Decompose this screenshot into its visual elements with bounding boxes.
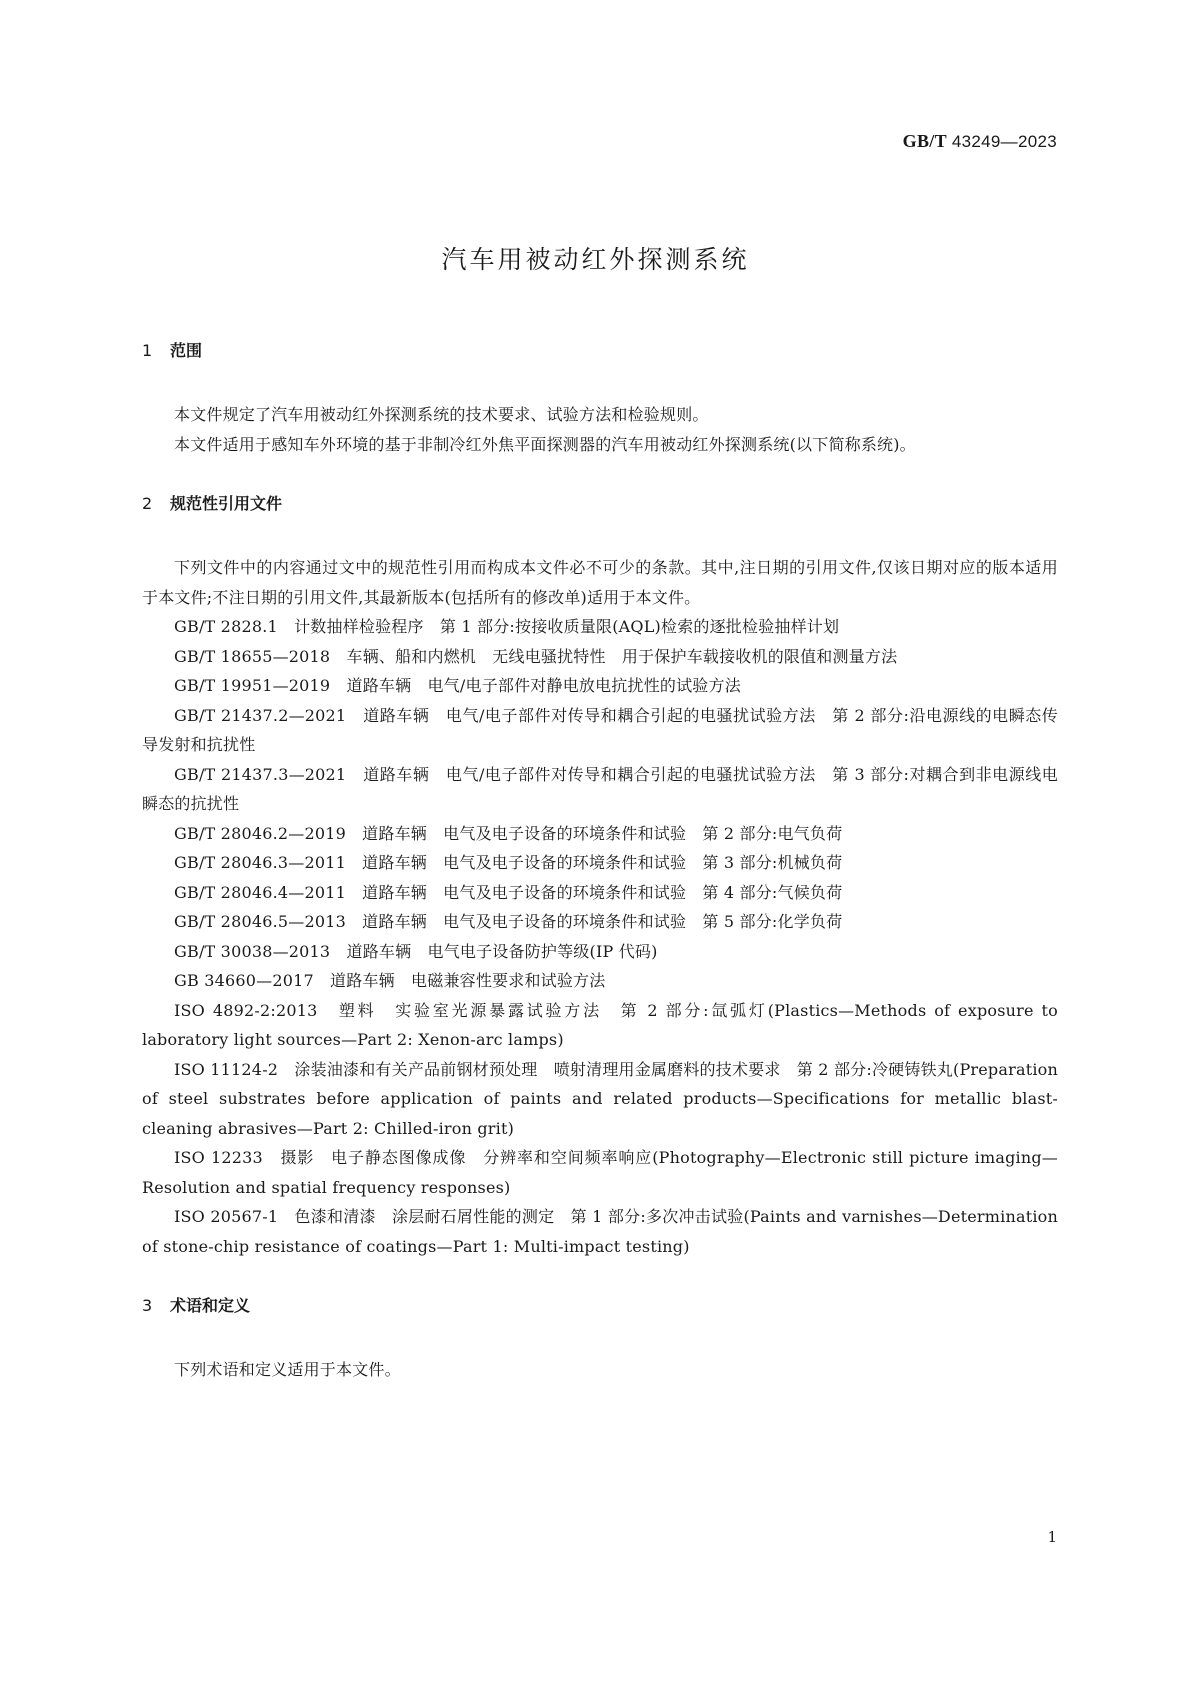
reference-item: ISO 12233 摄影 电子静态图像成像 分辨率和空间频率响应(Photography—Electronic still picture imaging—Resolution and spatial frequency responses) <box>142 1148 1058 1197</box>
standard-number: 43249—2023 <box>951 132 1057 151</box>
section-title: 术语和定义 <box>170 1296 251 1315</box>
section-title: 规范性引用文件 <box>170 494 283 513</box>
paragraph: 本文件规定了汽车用被动红外探测系统的技术要求、试验方法和检验规则。 <box>174 405 709 424</box>
section-heading-scope <box>142 340 1058 362</box>
paragraph: 本文件适用于感知车外环境的基于非制冷红外焦平面探测器的汽车用被动红外探测系统(以下简称系统)。 <box>174 434 916 454</box>
reference-item: ISO 11124-2 涂装油漆和有关产品前钢材预处理 喷射清理用金属磨料的技术要求 第 2 部分:冷硬铸铁丸(Preparation of steel substrates before application of paints and related products—Specifications for metallic blast-cleaning abrasives—Part 2: Chilled-iron grit) <box>142 1059 1058 1138</box>
reference-item: ISO 4892-2:2013 塑料 实验室光源暴露试验方法 第 2 部分:氙弧灯(Plastics—Methods of exposure to laboratory light sources—Part 2: Xenon-arc lamps) <box>142 1000 1058 1049</box>
reference-item: GB/T 18655—2018 车辆、船和内燃机 无线电骚扰特性 用于保护车载接收机的限值和测量方法 <box>174 646 898 666</box>
section-heading-terms-definitions <box>142 1295 1058 1317</box>
reference-item: GB/T 28046.2—2019 道路车辆 电气及电子设备的环境条件和试验 第 2 部分:电气负荷 <box>174 823 843 843</box>
section-number: 2 <box>142 494 153 513</box>
reference-item: ISO 20567-1 色漆和清漆 涂层耐石屑性能的测定 第 1 部分:多次冲击试验(Paints and varnishes—Determination of stone-chip resistance of coatings—Part 1: Multi-impact testing) <box>142 1207 1058 1256</box>
section-title: 范围 <box>170 341 203 360</box>
reference-item: GB 34660—2017 道路车辆 电磁兼容性要求和试验方法 <box>174 971 606 990</box>
page-number: 1 <box>1047 1528 1057 1546</box>
reference-item: GB/T 28046.5—2013 道路车辆 电气及电子设备的环境条件和试验 第 5 部分:化学负荷 <box>174 912 843 931</box>
reference-item: GB/T 19951—2019 道路车辆 电气/电子部件对静电放电抗扰性的试验方法 <box>174 676 741 695</box>
reference-item: GB/T 30038—2013 道路车辆 电气电子设备防护等级(IP 代码) <box>174 941 658 961</box>
standard-prefix: GB/T <box>902 131 947 151</box>
document-body <box>142 340 1058 1385</box>
reference-item: GB/T 21437.2—2021 道路车辆 电气/电子部件对传导和耦合引起的电骚扰试验方法 第 2 部分:沿电源线的电瞬态传导发射和抗扰性 <box>142 705 1058 754</box>
section-number: 3 <box>142 1296 153 1315</box>
reference-item: GB/T 2828.1 计数抽样检验程序 第 1 部分:按接收质量限(AQL)检索的逐批检验抽样计划 <box>174 617 840 636</box>
document-title: 汽车用被动红外探测系统 <box>441 245 750 274</box>
paragraph: 下列文件中的内容通过文中的规范性引用而构成本文件必不可少的条款。其中,注日期的引用文件,仅该日期对应的版本适用于本文件;不注日期的引用文件,其最新版本(包括所有的修改单)适用于本文件。 <box>142 558 1058 607</box>
reference-item: GB/T 28046.4—2011 道路车辆 电气及电子设备的环境条件和试验 第 4 部分:气候负荷 <box>174 882 843 902</box>
paragraph: 下列术语和定义适用于本文件。 <box>174 1360 401 1379</box>
standard-code <box>903 131 1057 152</box>
reference-item: GB/T 21437.3—2021 道路车辆 电气/电子部件对传导和耦合引起的电骚扰试验方法 第 3 部分:对耦合到非电源线电瞬态的抗扰性 <box>142 764 1058 813</box>
section-number: 1 <box>142 341 153 360</box>
reference-list <box>142 612 1058 1261</box>
reference-item: GB/T 28046.3—2011 道路车辆 电气及电子设备的环境条件和试验 第 3 部分:机械负荷 <box>174 853 843 872</box>
section-heading-normative-references <box>142 493 1058 515</box>
